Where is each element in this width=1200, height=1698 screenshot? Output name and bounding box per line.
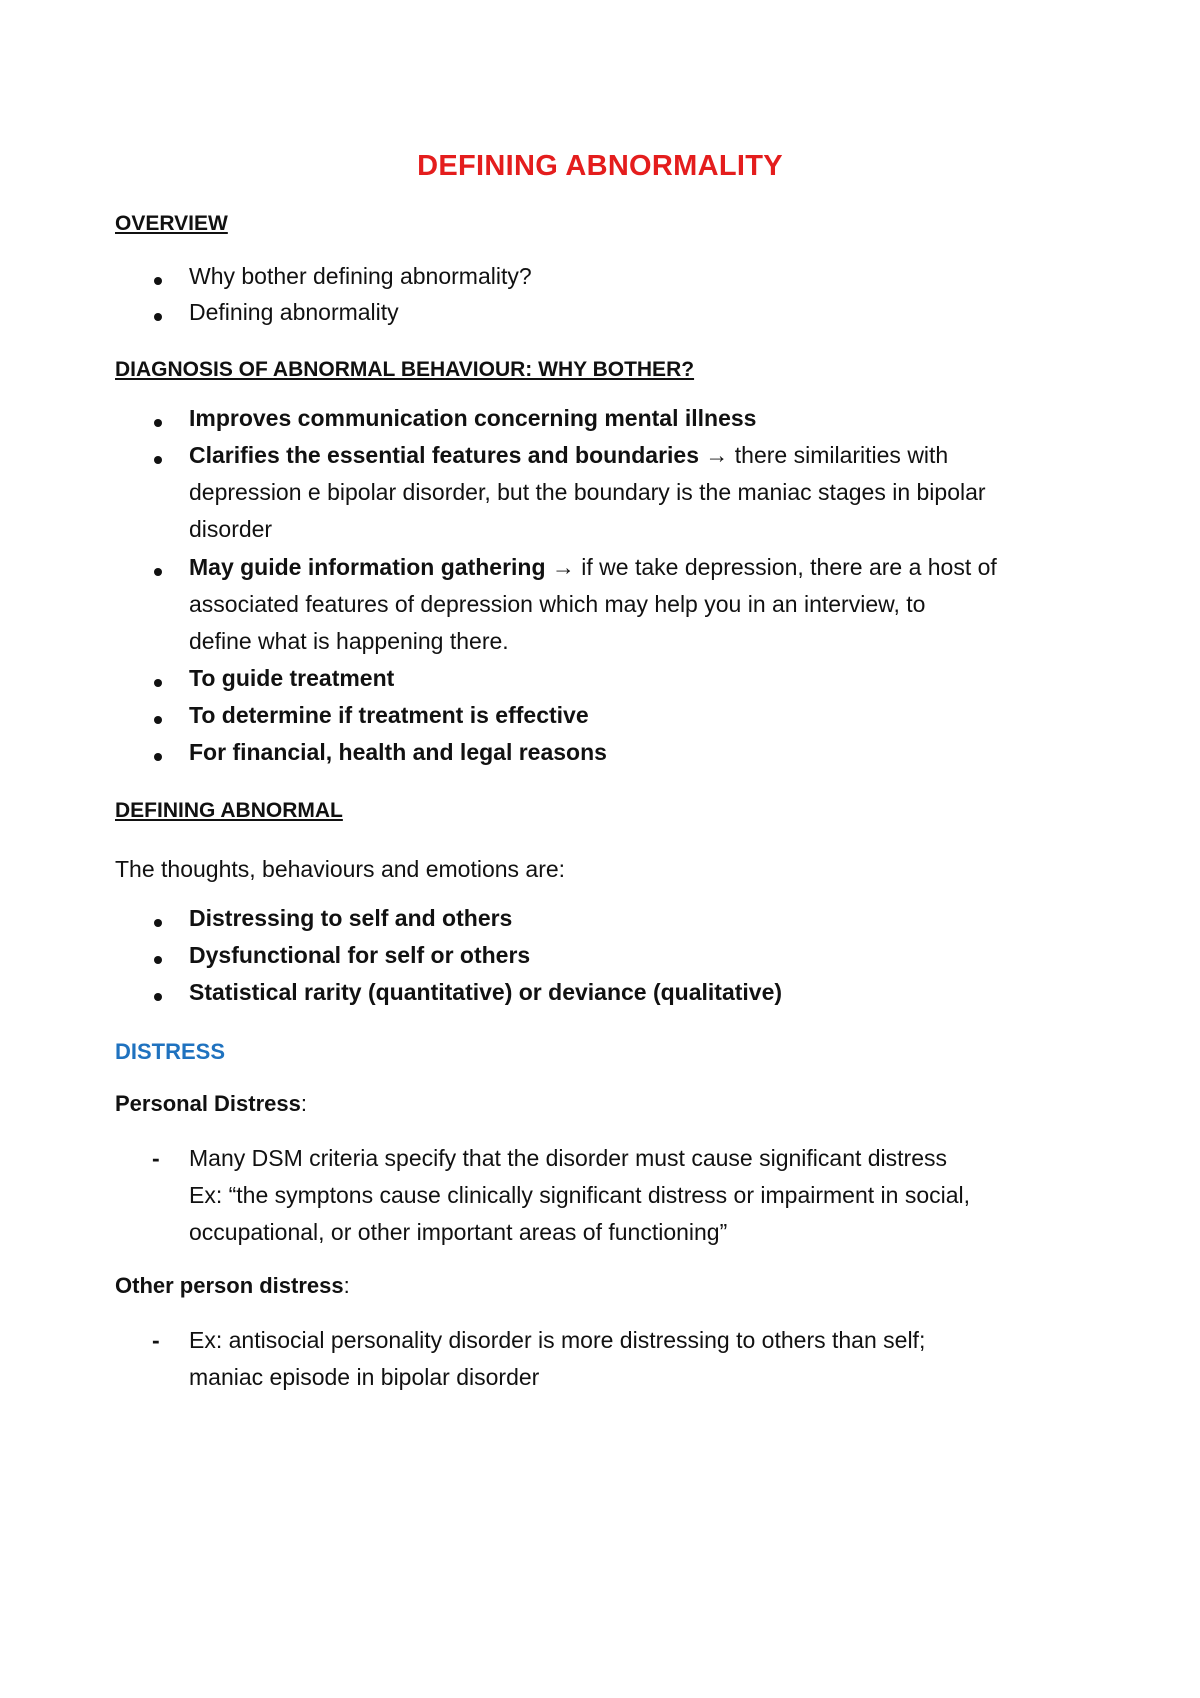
other-distress-label-text: Other person distress [115, 1273, 344, 1298]
diagnosis-item-3-bold: May guide information gathering [189, 554, 546, 580]
other-distress-label [115, 1273, 350, 1299]
diagnosis-item-3-line-3: define what is happening there. [189, 628, 509, 654]
diagnosis-item-2-bold: Clarifies the essential features and boundaries [189, 442, 699, 468]
diagnosis-item-2-line-1 [189, 442, 948, 469]
bullet-icon [154, 277, 162, 285]
dash-bullet-icon: - [152, 1327, 160, 1353]
other-distress-line-1: Ex: antisocial personality disorder is more distressing to others than self; [189, 1327, 926, 1353]
overview-item-1: Why bother defining abnormality? [189, 263, 532, 289]
bullet-icon [154, 419, 162, 427]
personal-distress-line-1: Many DSM criteria specify that the disorder must cause significant distress [189, 1145, 948, 1171]
distress-heading: DISTRESS [115, 1039, 226, 1064]
page-title: DEFINING ABNORMALITY [417, 150, 783, 182]
defining-abnormal-item-1: Distressing to self and others [189, 905, 513, 931]
defining-abnormal-item-3: Statistical rarity (quantitative) or deviance (qualitative) [189, 979, 783, 1005]
bullet-icon [154, 716, 162, 724]
bullet-icon [154, 568, 162, 576]
overview-heading: OVERVIEW [115, 212, 228, 235]
diagnosis-item-4: To guide treatment [189, 665, 395, 691]
diagnosis-item-2-rest: there similarities with [734, 442, 949, 468]
diagnosis-item-6: For financial, health and legal reasons [189, 739, 607, 765]
label-colon: : [300, 1091, 307, 1116]
personal-distress-line-3: occupational, or other important areas of functioning” [189, 1219, 728, 1245]
personal-distress-line-2: Ex: “the symptons cause clinically significant distress or impairment in social, [189, 1182, 971, 1208]
arrow-right-icon: → [551, 554, 575, 580]
bullet-icon [154, 753, 162, 761]
personal-distress-label-text: Personal Distress [115, 1091, 301, 1116]
arrow-right-icon: → [705, 442, 729, 468]
bullet-icon [154, 993, 162, 1001]
dash-bullet-icon: - [152, 1145, 160, 1171]
other-distress-line-2: maniac episode in bipolar disorder [189, 1364, 540, 1390]
diagnosis-item-3-line-1 [189, 554, 997, 581]
diagnosis-heading: DIAGNOSIS OF ABNORMAL BEHAVIOUR: WHY BOTHER? [115, 358, 695, 381]
defining-abnormal-heading: DEFINING ABNORMAL [115, 799, 343, 822]
diagnosis-item-2-line-2: depression e bipolar disorder, but the boundary is the maniac stages in bipolar [189, 479, 986, 505]
defining-abnormal-item-2: Dysfunctional for self or others [189, 942, 531, 968]
bullet-icon [154, 679, 162, 687]
diagnosis-item-5: To determine if treatment is effective [189, 702, 589, 728]
label-colon: : [343, 1273, 350, 1298]
diagnosis-item-2-line-3: disorder [189, 516, 273, 542]
bullet-icon [154, 919, 162, 927]
bullet-icon [154, 313, 162, 321]
overview-item-2: Defining abnormality [189, 299, 399, 325]
defining-abnormal-intro: The thoughts, behaviours and emotions are: [115, 856, 566, 882]
bullet-icon [154, 456, 162, 464]
diagnosis-item-3-rest: if we take depression, there are a host of [581, 554, 997, 580]
personal-distress-label [115, 1091, 307, 1117]
diagnosis-item-1: Improves communication concerning mental illness [189, 405, 757, 431]
diagnosis-item-3-line-2: associated features of depression which may help you in an interview, to [189, 591, 926, 617]
bullet-icon [154, 956, 162, 964]
